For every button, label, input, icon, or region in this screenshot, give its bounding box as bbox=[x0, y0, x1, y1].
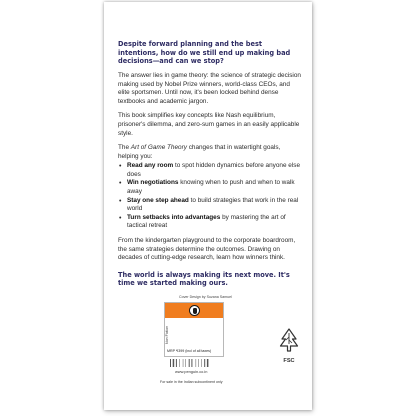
paragraph-3 bbox=[118, 144, 302, 161]
penguin-logo bbox=[189, 305, 200, 316]
list-item bbox=[118, 214, 302, 231]
barcode-bar bbox=[198, 359, 199, 367]
category-label: Non Fiction bbox=[165, 325, 169, 344]
benefit-list bbox=[118, 162, 302, 231]
back-cover bbox=[104, 2, 312, 410]
headline: Despite forward planning and the best intentions, how do we still end up making bad decisions—and can we stop? bbox=[118, 40, 291, 66]
barcode-bar bbox=[173, 359, 175, 367]
sale-territory: For sale in the Indian subcontinent only bbox=[160, 380, 223, 384]
fsc-label: FSC bbox=[283, 358, 295, 364]
barcode-bar bbox=[176, 359, 177, 367]
barcode-bar bbox=[170, 359, 171, 367]
barcode-icon bbox=[164, 359, 224, 367]
paragraph-3-suffix: changes that in watertight goals, helping you: bbox=[118, 144, 281, 160]
barcode-bar bbox=[179, 359, 180, 367]
bullet-text: to spot hidden dynamics before anyone else does bbox=[127, 162, 301, 178]
barcode-bar bbox=[204, 359, 205, 367]
barcode-bar bbox=[189, 359, 190, 367]
list-item bbox=[118, 179, 302, 196]
bullet-text: by mastering the art of tactical retreat bbox=[127, 213, 286, 230]
barcode-bar bbox=[202, 359, 203, 367]
barcode-bar bbox=[191, 359, 192, 367]
paragraph-4: From the kindergarten playground to the corporate boardroom, the same strategies determine the outcomes. Drawing on decades of cutting-edge research, learn how winners think. bbox=[118, 236, 296, 262]
list-item bbox=[118, 162, 302, 179]
paragraph-3-prefix: The bbox=[118, 144, 131, 152]
list-item bbox=[118, 197, 302, 214]
price-label: MRP ₹399 (incl of all taxes) bbox=[167, 349, 212, 353]
fsc-certification bbox=[278, 328, 300, 364]
bullet-text: knowing when to push and when to walk away bbox=[127, 179, 295, 196]
publisher-url: www.penguin.co.in bbox=[175, 369, 208, 374]
bullet-text: to build strategies that work in the real world bbox=[127, 196, 299, 213]
paragraph-2: This book simplifies key concepts like Nash equilibrium, prisoner's dilemma, and zero-sum games in an easily applicable style. bbox=[118, 112, 300, 137]
paragraph-1: The answer lies in game theory: the science of strategic decision making used by Nobel Prize winners, world-class CEOs, and elite sportsmen. Until now, it's been locked behind dense textbooks and academic jargon. bbox=[118, 72, 301, 105]
barcode-bar bbox=[186, 359, 187, 367]
barcode-bar bbox=[207, 359, 209, 367]
book-title: Art of Game Theory bbox=[130, 144, 187, 152]
barcode-bar bbox=[196, 359, 197, 367]
fsc-tree-icon bbox=[278, 328, 300, 352]
bullet-bold: Win negotiations bbox=[127, 179, 179, 187]
closing-tagline: The world is always making its next move. It's time we started making ours. bbox=[118, 270, 290, 288]
bullet-bold: Read any room bbox=[127, 162, 174, 170]
bullet-bold: Turn setbacks into advantages bbox=[127, 213, 221, 221]
barcode-bar bbox=[183, 359, 184, 367]
bullet-bold: Stay one step ahead bbox=[127, 196, 189, 204]
blurb bbox=[118, 40, 302, 288]
cover-credit: Cover Design by Suzana Samuel bbox=[179, 295, 232, 299]
